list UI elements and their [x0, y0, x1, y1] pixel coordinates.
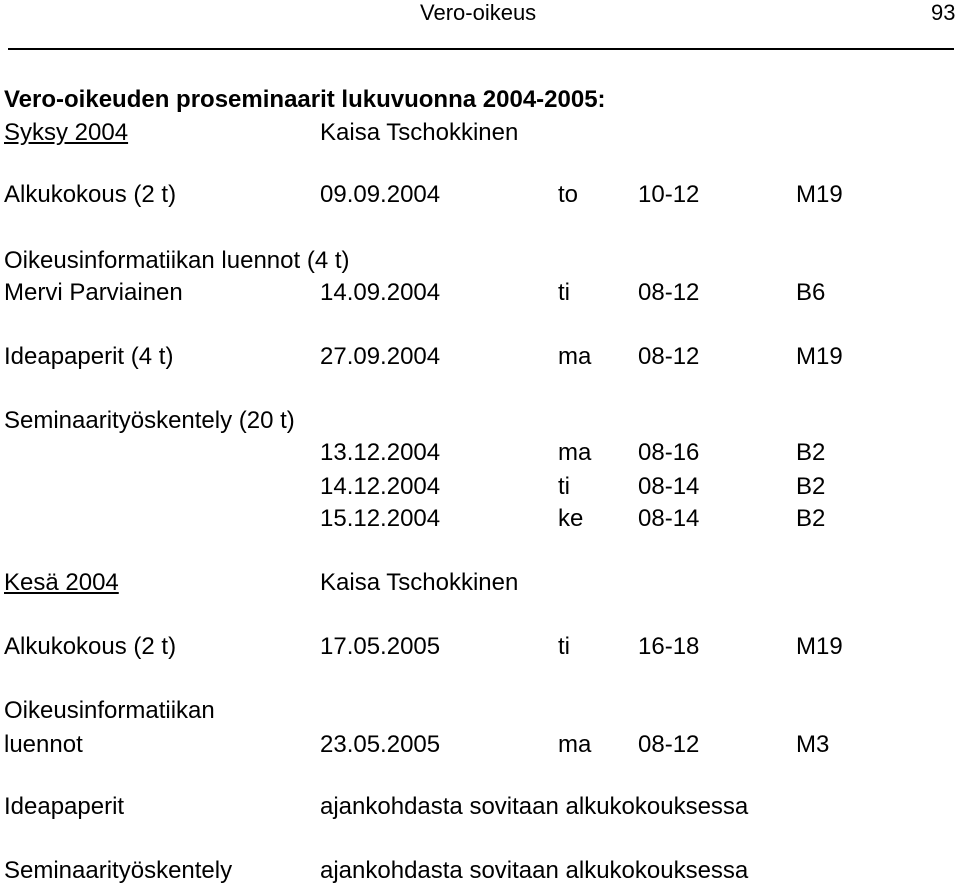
- autumn-idea-papers-time: 08-12: [638, 343, 700, 370]
- autumn-kickoff-room: M19: [796, 181, 843, 208]
- autumn-idea-papers-date: 27.09.2004: [320, 343, 441, 370]
- seminar-session-time: 08-14: [638, 505, 700, 532]
- summer-kickoff-day: ti: [558, 633, 570, 660]
- autumn-kickoff-day: to: [558, 181, 579, 208]
- autumn-idea-papers-label: Ideapaperit (4 t): [4, 343, 174, 370]
- summer-informatics-time: 08-12: [638, 731, 700, 758]
- seminar-session-time: 08-14: [638, 473, 700, 500]
- seminar-session-date: 14.12.2004: [320, 473, 441, 500]
- summer-informatics-date: 23.05.2005: [320, 731, 441, 758]
- seminar-session-room: B2: [796, 505, 826, 532]
- autumn-seminar-label: Seminaarityöskentely (20 t): [4, 407, 295, 434]
- seminar-session-date: 13.12.2004: [320, 439, 441, 466]
- autumn-informatics-day: ti: [558, 279, 570, 306]
- seminar-session-room: B2: [796, 439, 826, 466]
- summer-teacher: Kaisa Tschokkinen: [320, 569, 519, 596]
- autumn-informatics-room: B6: [796, 279, 826, 306]
- autumn-informatics-label: Oikeusinformatiikan luennot (4 t): [4, 247, 350, 274]
- summer-term-label: Kesä 2004: [4, 569, 119, 596]
- header-rule: [8, 48, 954, 50]
- summer-seminar-label: Seminaarityöskentely: [4, 857, 233, 884]
- seminar-session-day: ma: [558, 439, 592, 466]
- autumn-informatics-time: 08-12: [638, 279, 700, 306]
- running-header-title: Vero-oikeus: [420, 0, 537, 25]
- seminar-session-day: ti: [558, 473, 570, 500]
- seminar-session-room: B2: [796, 473, 826, 500]
- seminar-session-day: ke: [558, 505, 584, 532]
- autumn-informatics-date: 14.09.2004: [320, 279, 441, 306]
- summer-informatics-day: ma: [558, 731, 592, 758]
- autumn-kickoff-label: Alkukokous (2 t): [4, 181, 177, 208]
- summer-informatics-room: M3: [796, 731, 830, 758]
- page-number: 93: [931, 0, 956, 25]
- summer-kickoff-label: Alkukokous (2 t): [4, 633, 177, 660]
- summer-seminar-note: ajankohdasta sovitaan alkukokouksessa: [320, 857, 749, 884]
- autumn-idea-papers-day: ma: [558, 343, 592, 370]
- summer-kickoff-time: 16-18: [638, 633, 700, 660]
- summer-informatics-label-line1: Oikeusinformatiikan: [4, 697, 215, 724]
- autumn-kickoff-time: 10-12: [638, 181, 700, 208]
- autumn-kickoff-date: 09.09.2004: [320, 181, 441, 208]
- summer-idea-papers-note: ajankohdasta sovitaan alkukokouksessa: [320, 793, 749, 820]
- summer-idea-papers-label: Ideapaperit: [4, 793, 125, 820]
- seminar-session-date: 15.12.2004: [320, 505, 441, 532]
- autumn-informatics-lecturer: Mervi Parviainen: [4, 279, 183, 306]
- summer-kickoff-date: 17.05.2005: [320, 633, 441, 660]
- page-heading: Vero-oikeuden proseminaarit lukuvuonna 2004-2005:: [4, 86, 606, 113]
- seminar-session-time: 08-16: [638, 439, 700, 466]
- summer-kickoff-room: M19: [796, 633, 843, 660]
- autumn-term-label: Syksy 2004: [4, 119, 129, 146]
- summer-informatics-label-line2: luennot: [4, 731, 83, 758]
- autumn-teacher: Kaisa Tschokkinen: [320, 119, 519, 146]
- autumn-idea-papers-room: M19: [796, 343, 843, 370]
